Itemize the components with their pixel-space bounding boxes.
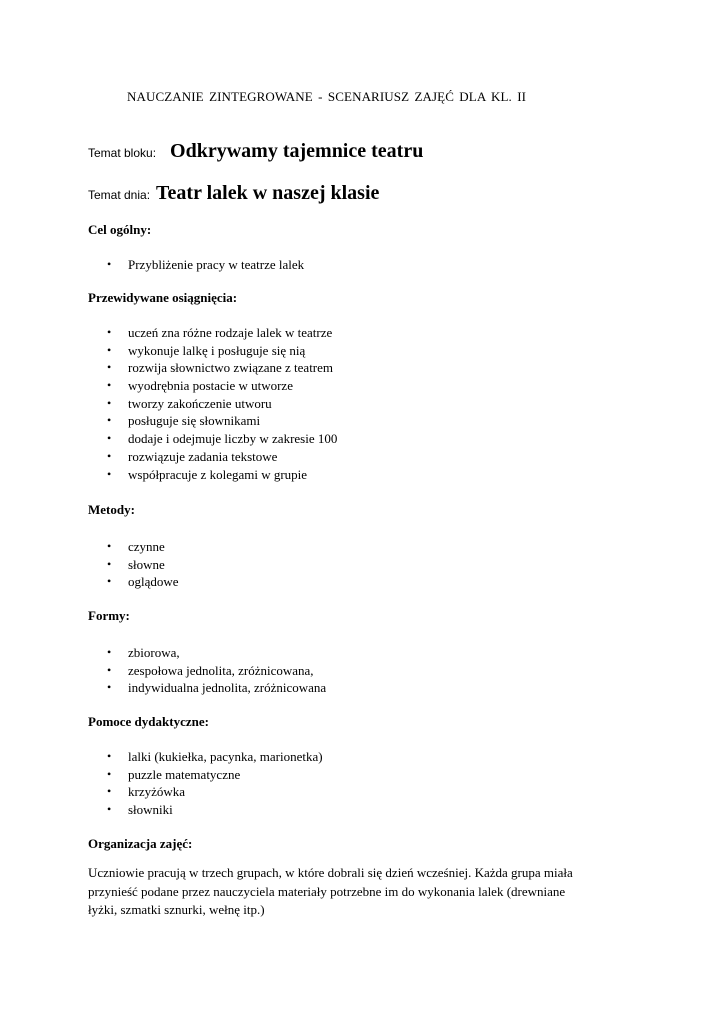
- organization-paragraph: [88, 864, 688, 920]
- topic-block-line: [88, 140, 423, 163]
- organization-line: łyżki, szmatki sznurki, wełnę itp.): [88, 902, 265, 917]
- list-item-text: słowniki: [128, 802, 173, 818]
- list-item-text: zespołowa jednolita, zróżnicowana,: [128, 662, 314, 678]
- organization-title: Organizacja zajęć:: [88, 836, 193, 851]
- list-item-text: zbiorowa,: [128, 645, 180, 660]
- list-item-text: dodaje i odejmuje liczby w zakresie 100: [128, 431, 338, 447]
- methods-title: Metody:: [88, 502, 135, 517]
- list-item-text: czynne: [128, 539, 165, 554]
- list-item-text: rozwija słownictwo związane z teatrem: [128, 360, 334, 376]
- topic-block-value: Odkrywamy tajemnice teatru: [170, 140, 424, 162]
- list-item-text: oglądowe: [128, 574, 179, 590]
- list-item-text: tworzy zakończenie utworu: [128, 395, 272, 411]
- list-item-text: uczeń zna różne rodzaje lalek w teatrze: [128, 325, 333, 340]
- organization-line: przynieść podane przez nauczyciela materiały potrzebne im do wykonania lalek (drewniane: [88, 883, 566, 899]
- bullet-icon: •: [107, 766, 112, 781]
- bullet-icon: •: [107, 749, 112, 763]
- list-item-text: lalki (kukiełka, pacynka, marionetka): [128, 749, 323, 764]
- bullet-icon: •: [107, 784, 112, 799]
- bullet-icon: •: [107, 431, 112, 446]
- aids-title: Pomoce dydaktyczne:: [88, 714, 209, 729]
- general-goal-title: Cel ogólny:: [88, 222, 152, 237]
- topic-day-line: [88, 182, 379, 205]
- list-item-text: posługuje się słownikami: [128, 413, 261, 429]
- list-item-text: współpracuje z kolegami w grupie: [128, 466, 308, 482]
- achievements-title: Przewidywane osiągnięcia:: [88, 290, 238, 305]
- bullet-icon: •: [107, 395, 112, 410]
- bullet-icon: •: [107, 413, 112, 428]
- document-header: NAUCZANIE ZINTEGROWANE - SCENARIUSZ ZAJĘĆ DLA KL. II: [127, 89, 527, 104]
- bullet-icon: •: [107, 802, 112, 817]
- bullet-icon: •: [107, 539, 112, 553]
- bullet-icon: •: [107, 360, 112, 375]
- topic-day-label: Temat dnia:: [88, 188, 151, 202]
- list-item-text: słowne: [128, 556, 165, 572]
- bullet-icon: •: [107, 556, 112, 571]
- bullet-icon: •: [107, 257, 112, 271]
- topic-day-value: Teatr lalek w naszej klasie: [156, 182, 380, 204]
- list-item-text: rozwiązuje zadania tekstowe: [128, 448, 278, 464]
- forms-title: Formy:: [88, 608, 130, 623]
- list-item-text: wyodrębnia postacie w utworze: [128, 378, 293, 394]
- bullet-icon: •: [107, 378, 112, 393]
- list-item-text: wykonuje lalkę i posługuje się nią: [128, 342, 306, 358]
- list-item-text: krzyżówka: [128, 784, 186, 800]
- bullet-icon: •: [107, 342, 112, 357]
- bullet-icon: •: [107, 645, 112, 659]
- topic-block-label: Temat bloku:: [88, 146, 157, 160]
- bullet-icon: •: [107, 466, 112, 481]
- bullet-icon: •: [107, 662, 112, 677]
- list-item-text: Przybliżenie pracy w teatrze lalek: [128, 257, 305, 272]
- list-item-text: indywidualna jednolita, zróżnicowana: [128, 680, 327, 696]
- bullet-icon: •: [107, 574, 112, 589]
- list-item-text: puzzle matematyczne: [128, 766, 241, 782]
- bullet-icon: •: [107, 448, 112, 463]
- bullet-icon: •: [107, 680, 112, 695]
- organization-line: Uczniowie pracują w trzech grupach, w które dobrali się dzień wcześniej. Każda grupa miała: [88, 865, 573, 880]
- bullet-icon: •: [107, 325, 112, 339]
